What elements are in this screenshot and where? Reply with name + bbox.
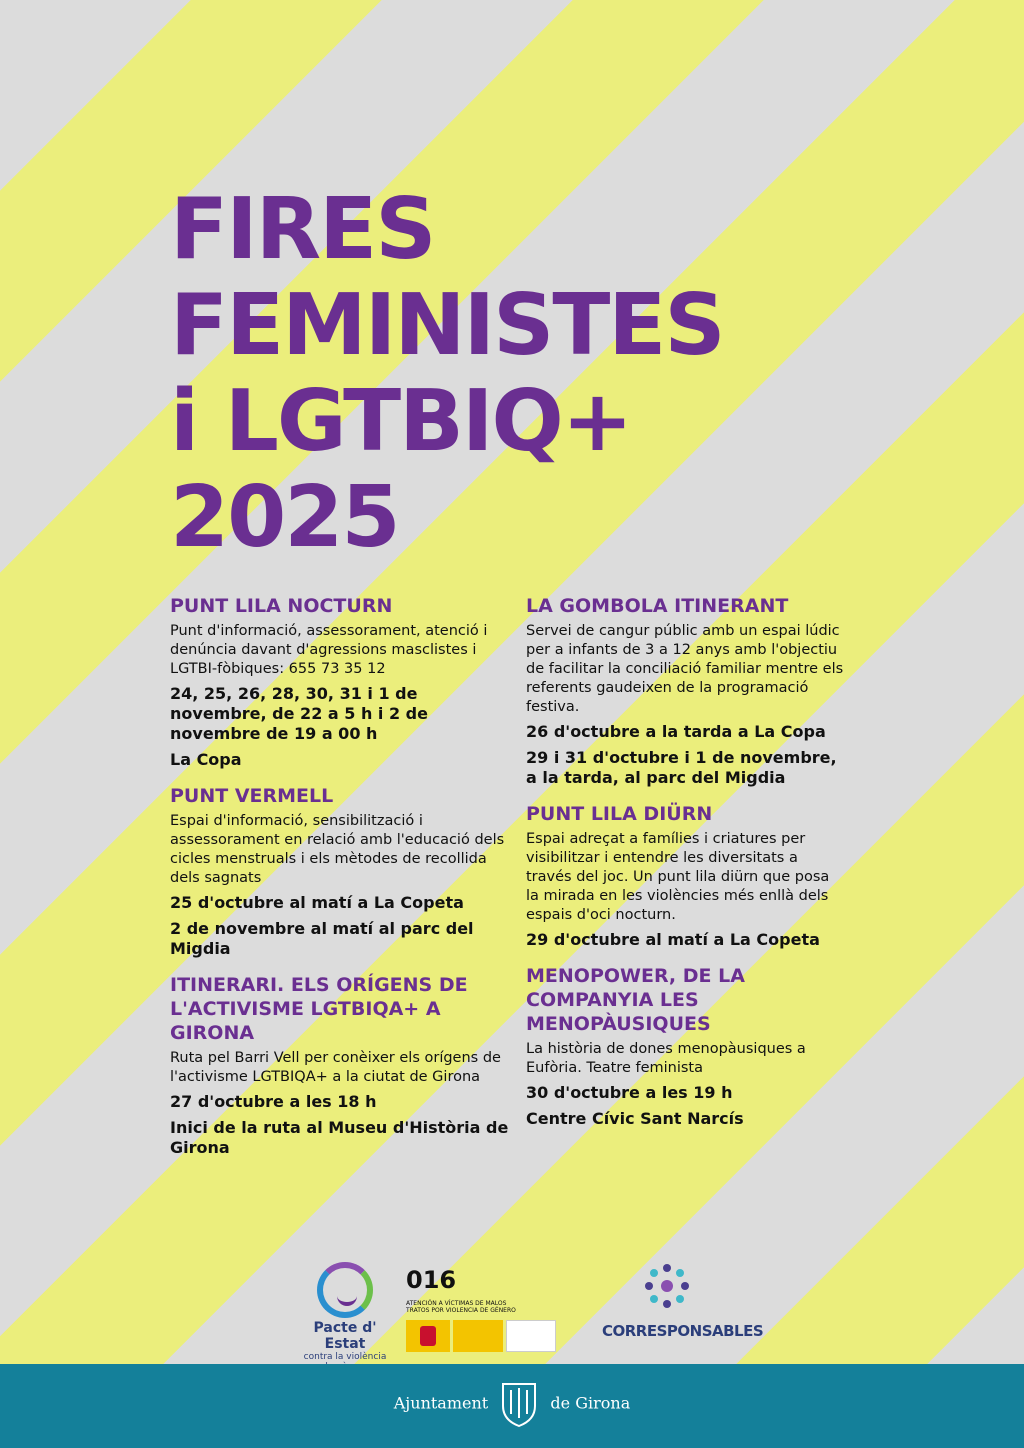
section-punt-lila-nocturn	[170, 594, 510, 770]
section-description: Servei de cangur públic amb un espai lúdic per a infants de 3 a 12 anys amb l'objectiu de facilitar la conciliació familiar mentre els referents gaudeixen de la programació festiva.	[526, 623, 844, 715]
pacte-ring-icon	[317, 1262, 373, 1318]
section-punt-lila-diurn	[526, 802, 846, 950]
footer-bar	[0, 1364, 1024, 1448]
section-detail: 29 i 31 d'octubre i 1 de novembre, a la tarda, al parc del Migdia	[526, 748, 837, 787]
footer-right-text: de Girona	[550, 1393, 631, 1413]
section-heading: ITINERARI. ELS ORÍGENS DE L'ACTIVISME LGTBIQA+ A GIRONA	[170, 974, 468, 1044]
government-logos	[406, 1320, 566, 1352]
pacte-name: Pacte d' Estat	[313, 1320, 377, 1352]
section-description: Espai adreçat a famílies i criatures per visibilitzar i entendre les diversitats a través del joc. Un punt lila diürn que posa la mirada en les violències més enllà dels espais d'oci nocturn.	[526, 831, 830, 923]
phone-text: ATENCIÓN A VÍCTIMAS DE MALOS TRATOS POR VIOLENCIA DE GÉNERO	[406, 1300, 516, 1314]
section-detail: La Copa	[170, 750, 242, 769]
section-detail: 24, 25, 26, 28, 30, 31 i 1 de novembre, de 22 a 5 h i 2 de novembre de 19 a 00 h	[170, 684, 428, 743]
section-detail: 2 de novembre al matí al parc del Migdia	[170, 919, 474, 958]
section-menopower	[526, 964, 846, 1129]
ajuntament-logo	[0, 1380, 1024, 1428]
section-gombola-itinerant	[526, 594, 846, 788]
poster-title	[170, 182, 724, 566]
section-heading: LA GOMBOLA ITINERANT	[526, 595, 789, 617]
section-itinerari	[170, 973, 510, 1158]
title-line-4: 2025	[170, 468, 399, 567]
pacte-estat-logo	[300, 1262, 390, 1372]
section-description: Espai d'informació, sensibilització i assessorament en relació amb l'educació dels cicles menstruals i els mètodes de recollida dels sagnats	[170, 813, 505, 886]
girona-shield-icon	[499, 1380, 539, 1428]
section-detail: 25 d'octubre al matí a La Copeta	[170, 893, 464, 912]
section-punt-vermell	[170, 784, 510, 959]
ministry-box	[453, 1320, 503, 1352]
left-column	[170, 594, 510, 1172]
title-line-2: FEMINISTES	[170, 276, 724, 375]
section-description: La història de dones menopàusiques a Eufòria. Teatre feminista	[526, 1041, 806, 1076]
title-line-3: i LGTBIQ+	[170, 372, 632, 471]
section-detail: 29 d'octubre al matí a La Copeta	[526, 930, 820, 949]
secretaria-box	[506, 1320, 556, 1352]
section-detail: Centre Cívic Sant Narcís	[526, 1109, 744, 1128]
corresponsables-logo	[602, 1262, 764, 1340]
section-detail: 26 d'octubre a la tarda a La Copa	[526, 722, 826, 741]
section-heading: PUNT LILA NOCTURN	[170, 595, 393, 617]
footer-left-text: Ajuntament	[393, 1393, 489, 1413]
phone-016-logo	[406, 1266, 566, 1352]
title-line-1: FIRES	[170, 180, 435, 279]
section-heading: MENOPOWER, DE LA COMPANYIA LES MENOPÀUSIQUES	[526, 965, 745, 1035]
phone-number: 016	[406, 1266, 457, 1294]
section-description: Ruta pel Barri Vell per conèixer els orígens de l'activisme LGTBIQA+ a la ciutat de Girona	[170, 1050, 501, 1085]
corresponsables-name: CORRESPONSABLES	[602, 1322, 764, 1340]
right-column	[526, 594, 846, 1143]
section-heading: PUNT VERMELL	[170, 785, 334, 807]
pacte-subtitle: contra la violència	[303, 1352, 387, 1362]
section-detail: Inici de la ruta al Museu d'Història de Girona	[170, 1118, 509, 1157]
section-description: Punt d'informació, assessorament, atenció i denúncia davant d'agressions masclistes i LGTBI-fòbiques: 655 73 35 12	[170, 623, 488, 677]
section-detail: 30 d'octubre a les 19 h	[526, 1083, 733, 1102]
corresponsables-star-icon	[643, 1262, 691, 1310]
section-detail: 27 d'octubre a les 18 h	[170, 1092, 377, 1111]
spain-crest-icon	[406, 1320, 450, 1352]
section-heading: PUNT LILA DIÜRN	[526, 803, 713, 825]
sponsor-logos	[300, 1262, 764, 1362]
